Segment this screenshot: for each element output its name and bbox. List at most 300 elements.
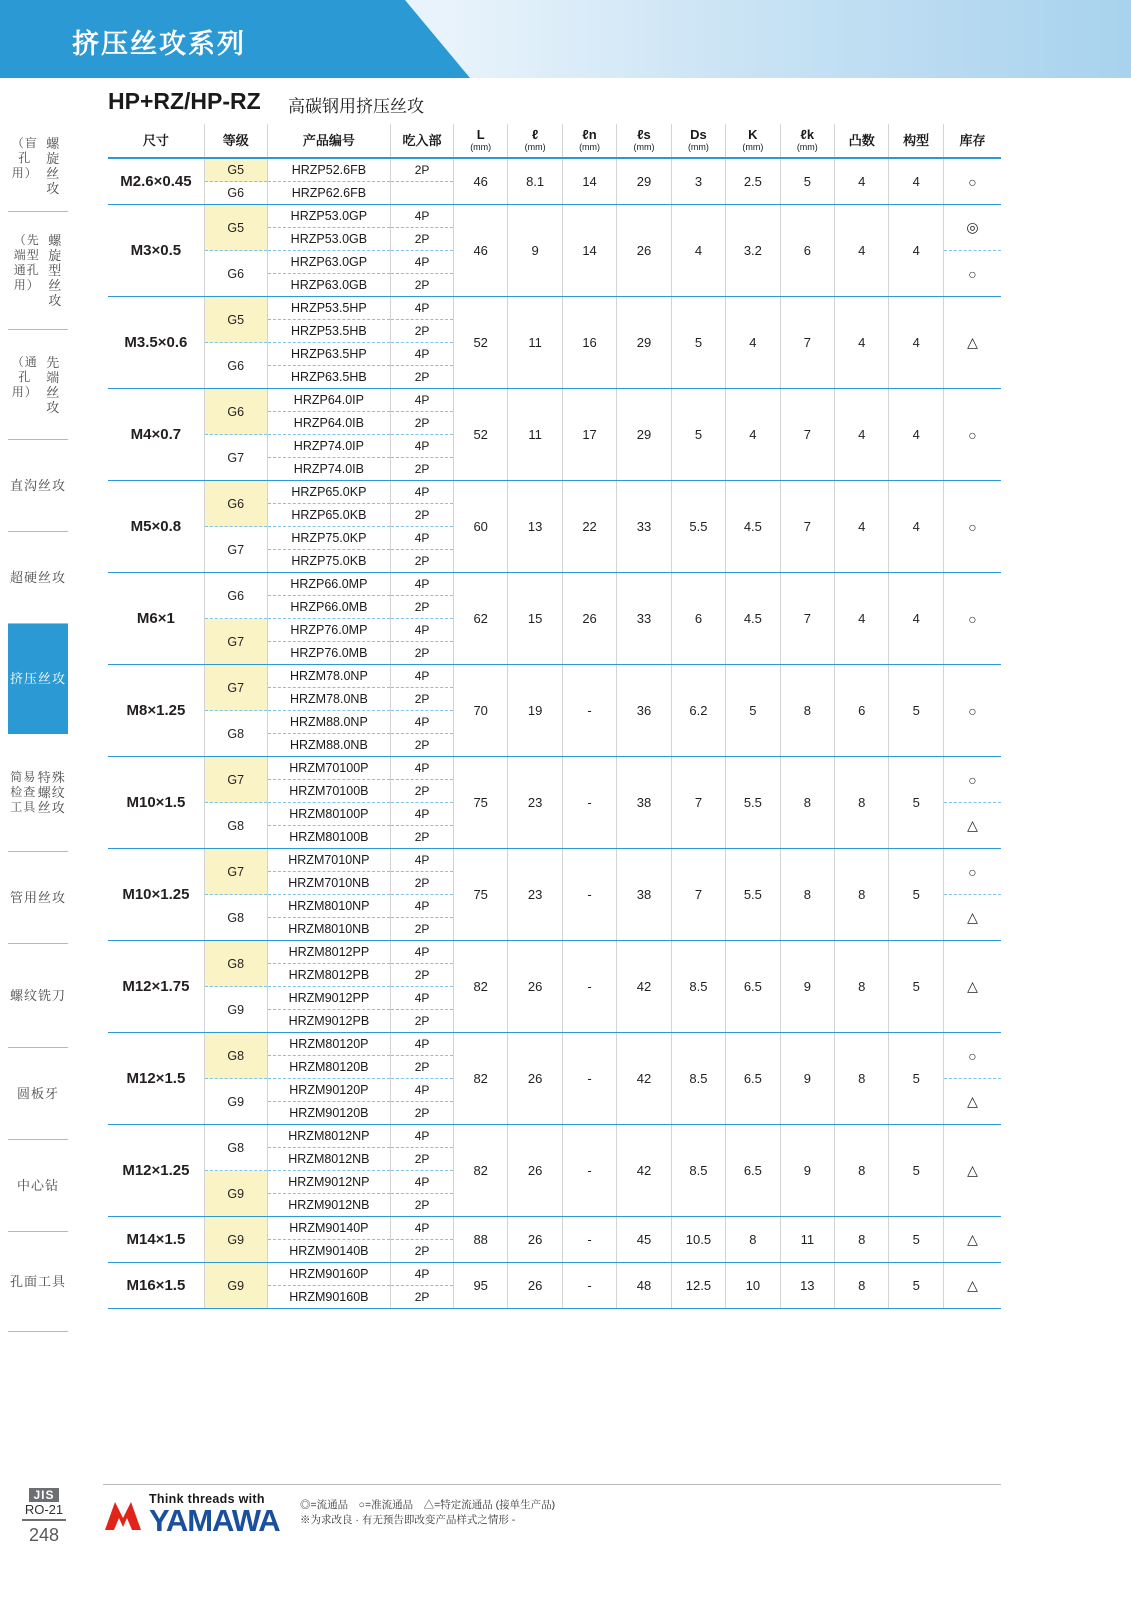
cell-chamfer: 4P <box>391 941 454 964</box>
cell-product-code: HRZM9012NP <box>267 1171 391 1194</box>
cell-L: 95 <box>453 1263 507 1309</box>
cell-gou: 4 <box>889 481 943 573</box>
sidebar-item-label: 直沟丝攻 <box>10 478 67 493</box>
cell-chamfer: 4P <box>391 1217 454 1240</box>
cell-size: M16×1.5 <box>108 1263 204 1309</box>
cell-gou: 5 <box>889 757 943 849</box>
sidebar-item-special-thread[interactable] <box>8 734 68 852</box>
cell-gou: 5 <box>889 941 943 1033</box>
cell-l: 26 <box>508 1033 562 1125</box>
cell-lk: 9 <box>780 1033 834 1125</box>
cell-size: M6×1 <box>108 573 204 665</box>
cell-grade: G7 <box>204 849 267 895</box>
specification-table <box>108 124 1001 1309</box>
cell-l: 23 <box>508 757 562 849</box>
sidebar-item-round-die[interactable] <box>8 1048 68 1140</box>
cell-product-code: HRZP64.0IP <box>267 389 391 412</box>
cell-K: 10 <box>726 1263 780 1309</box>
cell-product-code: HRZM80120B <box>267 1056 391 1079</box>
sidebar-item-label: 超硬丝攻 <box>10 570 67 585</box>
cell-chamfer: 2P <box>391 504 454 527</box>
brand-tagline: Think threads with <box>149 1492 265 1506</box>
cell-tu: 8 <box>835 1263 889 1309</box>
cell-ls: 48 <box>617 1263 671 1309</box>
cell-K: 4 <box>726 389 780 481</box>
sidebar-item-label: 螺旋丝攻 <box>46 135 61 196</box>
table-row <box>108 1217 1001 1240</box>
cell-chamfer: 2P <box>391 918 454 941</box>
cell-product-code: HRZP76.0MP <box>267 619 391 642</box>
sidebar-item-label: 挤压丝攻 <box>10 671 67 686</box>
cell-lk: 5 <box>780 158 834 205</box>
cell-lk: 7 <box>780 297 834 389</box>
cell-stock: ○ <box>943 849 1001 895</box>
revision-note: ※为求改良 · 有无预告即改变产品样式之情形 - <box>300 1514 516 1526</box>
cell-ln: 26 <box>562 573 616 665</box>
cell-grade: G8 <box>204 803 267 849</box>
cell-grade: G8 <box>204 1033 267 1079</box>
sidebar-item-label: 圆板牙 <box>16 1086 59 1101</box>
cell-product-code: HRZP64.0IB <box>267 412 391 435</box>
cell-product-code: HRZM90160P <box>267 1263 391 1286</box>
cell-product-code: HRZP75.0KP <box>267 527 391 550</box>
column-header-9 <box>726 124 780 158</box>
cell-tu: 8 <box>835 1033 889 1125</box>
page-subtitle: 高碳钢用挤压丝攻 <box>288 97 424 116</box>
column-header-11 <box>835 124 889 158</box>
cell-chamfer: 4P <box>391 297 454 320</box>
sidebar-item-straight-flute[interactable] <box>8 440 68 532</box>
cell-gou: 5 <box>889 1263 943 1309</box>
cell-size: M3.5×0.6 <box>108 297 204 389</box>
cell-L: 82 <box>453 1125 507 1217</box>
cell-K: 5.5 <box>726 849 780 941</box>
cell-product-code: HRZM90140P <box>267 1217 391 1240</box>
cell-Ds: 5 <box>671 389 725 481</box>
cell-K: 5.5 <box>726 757 780 849</box>
yamawa-mark-icon <box>103 1498 143 1532</box>
column-header-0 <box>108 124 204 158</box>
cell-product-code: HRZP76.0MB <box>267 642 391 665</box>
cell-grade: G9 <box>204 987 267 1033</box>
cell-ls: 38 <box>617 849 671 941</box>
cell-chamfer: 4P <box>391 619 454 642</box>
cell-ls: 36 <box>617 665 671 757</box>
cell-product-code: HRZP74.0IP <box>267 435 391 458</box>
cell-product-code: HRZM78.0NP <box>267 665 391 688</box>
cell-K: 4 <box>726 297 780 389</box>
cell-size: M5×0.8 <box>108 481 204 573</box>
cell-ln: - <box>562 665 616 757</box>
cell-product-code: HRZM90160B <box>267 1286 391 1309</box>
cell-product-code: HRZM8010NP <box>267 895 391 918</box>
cell-product-code: HRZP66.0MB <box>267 596 391 619</box>
cell-tu: 4 <box>835 573 889 665</box>
sidebar-item-label: 中心钻 <box>16 1178 59 1193</box>
cell-product-code: HRZP66.0MP <box>267 573 391 596</box>
cell-chamfer: 2P <box>391 1010 454 1033</box>
cell-size: M4×0.7 <box>108 389 204 481</box>
cell-stock: ○ <box>943 573 1001 665</box>
cell-chamfer: 2P <box>391 550 454 573</box>
cell-product-code: HRZM80100B <box>267 826 391 849</box>
cell-K: 4.5 <box>726 481 780 573</box>
cell-chamfer: 2P <box>391 1056 454 1079</box>
cell-chamfer: 4P <box>391 389 454 412</box>
cell-tu: 4 <box>835 297 889 389</box>
cell-gou: 4 <box>889 158 943 205</box>
cell-chamfer: 4P <box>391 1125 454 1148</box>
column-header-unit: (mm) <box>470 142 492 152</box>
sidebar-item-sublabel: （先端型 通孔用） <box>13 233 40 292</box>
sidebar-item-label: 螺旋型丝攻 <box>48 233 63 308</box>
cell-gou: 5 <box>889 849 943 941</box>
cell-ls: 33 <box>617 573 671 665</box>
column-header-label: 吃入部 <box>402 133 442 148</box>
cell-size: M12×1.5 <box>108 1033 204 1125</box>
cell-K: 6.5 <box>726 1125 780 1217</box>
table-row <box>108 297 1001 320</box>
cell-chamfer: 4P <box>391 1171 454 1194</box>
column-header-3 <box>391 124 454 158</box>
page-number: 248 <box>28 1525 60 1545</box>
cell-gou: 5 <box>889 665 943 757</box>
column-header-label: ℓs <box>637 127 651 142</box>
cell-chamfer: 4P <box>391 895 454 918</box>
cell-chamfer: 2P <box>391 1148 454 1171</box>
cell-Ds: 6 <box>671 573 725 665</box>
cell-stock: ○ <box>943 757 1001 803</box>
cell-stock: ○ <box>943 665 1001 757</box>
cell-ls: 29 <box>617 297 671 389</box>
cell-L: 88 <box>453 1217 507 1263</box>
cell-gou: 4 <box>889 297 943 389</box>
cell-tu: 8 <box>835 849 889 941</box>
cell-chamfer: 2P <box>391 688 454 711</box>
cell-chamfer: 2P <box>391 228 454 251</box>
cell-tu: 4 <box>835 389 889 481</box>
cell-size: M14×1.5 <box>108 1217 204 1263</box>
cell-chamfer: 2P <box>391 780 454 803</box>
cell-gou: 5 <box>889 1033 943 1125</box>
cell-L: 46 <box>453 158 507 205</box>
column-header-13 <box>943 124 1001 158</box>
cell-tu: 8 <box>835 1125 889 1217</box>
column-header-label: Ds <box>690 127 707 142</box>
cell-product-code: HRZM90120P <box>267 1079 391 1102</box>
cell-Ds: 4 <box>671 205 725 297</box>
cell-lk: 9 <box>780 941 834 1033</box>
cell-ls: 42 <box>617 1125 671 1217</box>
cell-product-code: HRZP53.5HP <box>267 297 391 320</box>
table-row <box>108 665 1001 688</box>
cell-L: 62 <box>453 573 507 665</box>
cell-product-code: HRZP63.5HB <box>267 366 391 389</box>
column-header-label: 凸数 <box>848 133 875 148</box>
cell-L: 52 <box>453 389 507 481</box>
cell-stock: ○ <box>943 389 1001 481</box>
cell-gou: 5 <box>889 1217 943 1263</box>
cell-grade: G7 <box>204 435 267 481</box>
table-row <box>108 849 1001 872</box>
cell-grade: G7 <box>204 527 267 573</box>
cell-ln: - <box>562 1033 616 1125</box>
cell-product-code: HRZM9012NB <box>267 1194 391 1217</box>
cell-product-code: HRZP63.0GP <box>267 251 391 274</box>
sidebar-item-sublabel: （通孔用） <box>11 354 38 399</box>
cell-product-code: HRZM7010NB <box>267 872 391 895</box>
cell-product-code: HRZM78.0NB <box>267 688 391 711</box>
cell-size: M10×1.5 <box>108 757 204 849</box>
sidebar-item-spiral-blind[interactable] <box>8 120 68 212</box>
sidebar-item-label: 先端丝攻 <box>46 354 61 415</box>
cell-grade: G7 <box>204 757 267 803</box>
cell-l: 11 <box>508 297 562 389</box>
cell-ln: 14 <box>562 158 616 205</box>
cell-ln: - <box>562 1217 616 1263</box>
jis-label: JIS <box>29 1488 58 1502</box>
cell-chamfer: 2P <box>391 412 454 435</box>
cell-chamfer: 4P <box>391 527 454 550</box>
cell-chamfer: 2P <box>391 366 454 389</box>
cell-Ds: 5.5 <box>671 481 725 573</box>
cell-l: 15 <box>508 573 562 665</box>
cell-ls: 42 <box>617 1033 671 1125</box>
cell-size: M10×1.25 <box>108 849 204 941</box>
cell-product-code: HRZP75.0KB <box>267 550 391 573</box>
cell-size: M12×1.25 <box>108 1125 204 1217</box>
cell-gou: 4 <box>889 205 943 297</box>
cell-product-code: HRZM8010NB <box>267 918 391 941</box>
column-header-unit: (mm) <box>687 142 709 152</box>
cell-grade: G7 <box>204 619 267 665</box>
column-header-label: 库存 <box>959 133 986 148</box>
cell-stock: ◎ <box>943 205 1001 251</box>
cell-l: 26 <box>508 1125 562 1217</box>
cell-Ds: 7 <box>671 849 725 941</box>
cell-ls: 42 <box>617 941 671 1033</box>
cell-stock: △ <box>943 941 1001 1033</box>
cell-product-code: HRZM80120P <box>267 1033 391 1056</box>
cell-product-code: HRZM7010NP <box>267 849 391 872</box>
column-header-5 <box>508 124 562 158</box>
cell-product-code: HRZP62.6FB <box>267 182 391 205</box>
sidebar-item-sublabel: （盲孔用） <box>11 135 38 180</box>
cell-product-code: HRZM70100P <box>267 757 391 780</box>
cell-product-code: HRZM90120B <box>267 1102 391 1125</box>
table-row <box>108 1125 1001 1148</box>
cell-l: 11 <box>508 389 562 481</box>
column-header-unit: (mm) <box>633 142 655 152</box>
cell-product-code: HRZM70100B <box>267 780 391 803</box>
cell-chamfer <box>391 182 454 205</box>
column-header-label: L <box>476 127 485 142</box>
cell-stock: △ <box>943 1079 1001 1125</box>
cell-product-code: HRZP53.5HB <box>267 320 391 343</box>
table-row <box>108 389 1001 412</box>
cell-Ds: 5 <box>671 297 725 389</box>
cell-stock: ○ <box>943 1033 1001 1079</box>
page-footer-badge <box>22 1487 66 1546</box>
cell-ls: 29 <box>617 389 671 481</box>
cell-Ds: 6.2 <box>671 665 725 757</box>
cell-chamfer: 2P <box>391 826 454 849</box>
cell-chamfer: 4P <box>391 1033 454 1056</box>
cell-lk: 7 <box>780 389 834 481</box>
cell-stock: △ <box>943 803 1001 849</box>
cell-stock: ○ <box>943 251 1001 297</box>
column-header-unit: (mm) <box>796 142 818 152</box>
cell-product-code: HRZM8012PP <box>267 941 391 964</box>
cell-L: 75 <box>453 849 507 941</box>
column-header-label: 等级 <box>222 133 249 148</box>
cell-product-code: HRZP53.0GP <box>267 205 391 228</box>
cell-lk: 8 <box>780 665 834 757</box>
column-header-8 <box>671 124 725 158</box>
table-row <box>108 941 1001 964</box>
cell-ln: 16 <box>562 297 616 389</box>
cell-tu: 4 <box>835 158 889 205</box>
column-header-label: 产品编号 <box>302 133 355 148</box>
cell-Ds: 8.5 <box>671 1125 725 1217</box>
cell-grade: G8 <box>204 895 267 941</box>
cell-stock: △ <box>943 1125 1001 1217</box>
cell-l: 26 <box>508 1217 562 1263</box>
page-title: HP+RZ/HP-RZ <box>108 88 261 114</box>
cell-chamfer: 2P <box>391 1194 454 1217</box>
cell-ln: 14 <box>562 205 616 297</box>
table-row <box>108 481 1001 504</box>
cell-L: 60 <box>453 481 507 573</box>
cell-lk: 9 <box>780 1125 834 1217</box>
cell-product-code: HRZP53.0GB <box>267 228 391 251</box>
cell-l: 13 <box>508 481 562 573</box>
sidebar-item-carbide[interactable] <box>8 532 68 624</box>
table-row <box>108 205 1001 228</box>
cell-chamfer: 4P <box>391 1263 454 1286</box>
cell-ln: 22 <box>562 481 616 573</box>
cell-chamfer: 4P <box>391 803 454 826</box>
cell-chamfer: 2P <box>391 458 454 481</box>
cell-chamfer: 4P <box>391 343 454 366</box>
column-header-2 <box>267 124 391 158</box>
column-header-unit: (mm) <box>742 142 764 152</box>
sidebar-item-hole-surface-tool[interactable] <box>8 1232 68 1332</box>
cell-chamfer: 4P <box>391 757 454 780</box>
cell-product-code: HRZM9012PB <box>267 1010 391 1033</box>
cell-L: 75 <box>453 757 507 849</box>
cell-grade: G9 <box>204 1263 267 1309</box>
cell-chamfer: 2P <box>391 596 454 619</box>
column-header-label: 构型 <box>903 133 930 148</box>
cell-l: 9 <box>508 205 562 297</box>
footer-divider <box>103 1484 1001 1485</box>
cell-product-code: HRZP63.5HP <box>267 343 391 366</box>
sidebar-item-thread-mill[interactable] <box>8 944 68 1048</box>
cell-lk: 6 <box>780 205 834 297</box>
cell-l: 8.1 <box>508 158 562 205</box>
cell-grade: G8 <box>204 711 267 757</box>
cell-grade: G6 <box>204 573 267 619</box>
cell-Ds: 10.5 <box>671 1217 725 1263</box>
cell-product-code: HRZM90140B <box>267 1240 391 1263</box>
cell-chamfer: 4P <box>391 205 454 228</box>
column-header-unit: (mm) <box>579 142 601 152</box>
table-row <box>108 757 1001 780</box>
cell-chamfer: 2P <box>391 642 454 665</box>
cell-l: 26 <box>508 1263 562 1309</box>
category-sidebar[interactable] <box>8 120 68 1332</box>
cell-grade: G9 <box>204 1079 267 1125</box>
cell-ln: 17 <box>562 389 616 481</box>
cell-ls: 29 <box>617 158 671 205</box>
cell-lk: 8 <box>780 757 834 849</box>
column-header-label: ℓn <box>582 127 597 142</box>
cell-product-code: HRZP52.6FB <box>267 158 391 182</box>
cell-product-code: HRZP63.0GB <box>267 274 391 297</box>
stock-legend: ◎=流通品 ○=准流通品 △=特定流通品 (接单生产品) <box>300 1499 556 1511</box>
column-header-label: 尺寸 <box>142 133 169 148</box>
cell-chamfer: 2P <box>391 872 454 895</box>
column-header-4 <box>453 124 507 158</box>
cell-product-code: HRZM8012PB <box>267 964 391 987</box>
cell-product-code: HRZM88.0NB <box>267 734 391 757</box>
banner-title: 挤压丝攻系列 <box>72 29 246 59</box>
column-header-label: K <box>748 127 758 142</box>
standard-code: RO-21 <box>22 1502 66 1521</box>
cell-stock: △ <box>943 1217 1001 1263</box>
cell-chamfer: 2P <box>391 964 454 987</box>
cell-chamfer: 2P <box>391 1240 454 1263</box>
cell-l: 26 <box>508 941 562 1033</box>
cell-chamfer: 2P <box>391 158 454 182</box>
cell-gou: 4 <box>889 389 943 481</box>
column-header-label: ℓk <box>800 127 815 142</box>
cell-lk: 7 <box>780 573 834 665</box>
column-header-6 <box>562 124 616 158</box>
sidebar-item-pipe-tap[interactable] <box>8 852 68 944</box>
sidebar-item-label: 孔面工具 <box>10 1274 67 1289</box>
cell-tu: 6 <box>835 665 889 757</box>
cell-stock: △ <box>943 1263 1001 1309</box>
cell-Ds: 8.5 <box>671 1033 725 1125</box>
cell-chamfer: 2P <box>391 734 454 757</box>
column-header-1 <box>204 124 267 158</box>
cell-product-code: HRZM8012NP <box>267 1125 391 1148</box>
cell-chamfer: 4P <box>391 849 454 872</box>
cell-lk: 8 <box>780 849 834 941</box>
cell-K: 4.5 <box>726 573 780 665</box>
cell-grade: G9 <box>204 1217 267 1263</box>
cell-K: 6.5 <box>726 1033 780 1125</box>
sidebar-item-point-through[interactable] <box>8 330 68 440</box>
cell-grade: G5 <box>204 297 267 343</box>
sidebar-item-spiral-point-through[interactable] <box>8 212 68 330</box>
cell-grade: G6 <box>204 389 267 435</box>
cell-chamfer: 4P <box>391 1079 454 1102</box>
sidebar-item-forming-tap[interactable] <box>8 624 68 734</box>
cell-lk: 13 <box>780 1263 834 1309</box>
column-header-12 <box>889 124 943 158</box>
cell-size: M8×1.25 <box>108 665 204 757</box>
column-header-7 <box>617 124 671 158</box>
cell-product-code: HRZM80100P <box>267 803 391 826</box>
cell-grade: G5 <box>204 205 267 251</box>
sidebar-item-center-drill[interactable] <box>8 1140 68 1232</box>
cell-chamfer: 2P <box>391 320 454 343</box>
column-header-label: ℓ <box>531 127 539 142</box>
cell-gou: 5 <box>889 1125 943 1217</box>
